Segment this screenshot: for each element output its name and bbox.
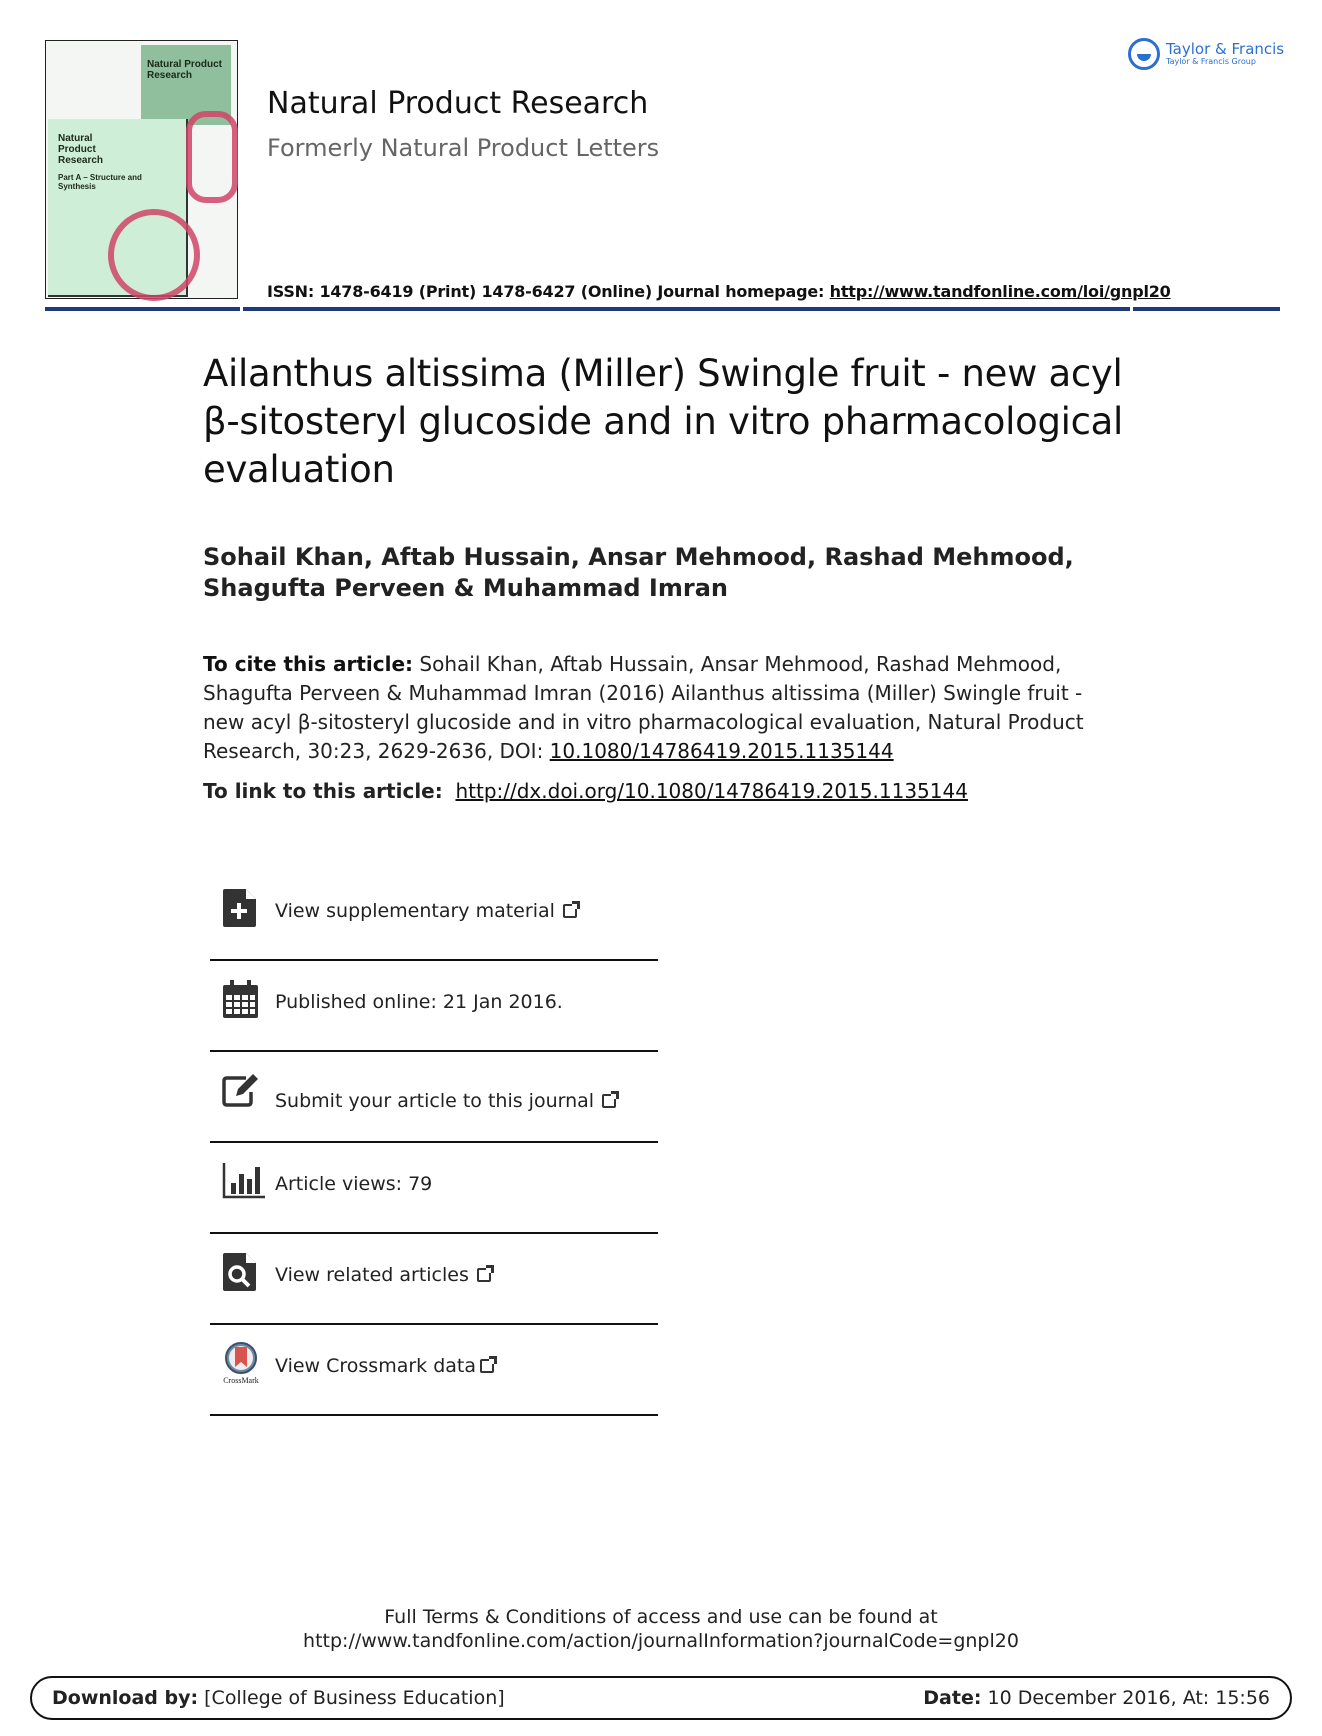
external-link-icon (480, 1359, 494, 1373)
publisher-logo (1128, 38, 1284, 70)
cover-part-a (48, 119, 188, 297)
journal-homepage-link[interactable]: http://www.tandfonline.com/loi/gnpl20 (829, 282, 1171, 301)
journal-subtitle: Formerly Natural Product Letters (267, 134, 660, 162)
action-view-supplementary[interactable] (210, 870, 658, 961)
publisher-group: Taylor & Francis Group (1166, 57, 1256, 66)
article-title: Ailanthus altissima (Miller) Swingle fruit - new acyl β-sitosteryl glucoside and in vitro pharmacological evaluation (203, 352, 1124, 491)
action-article-views (210, 1143, 658, 1234)
issn-text: ISSN: 1478-6419 (Print) 1478-6427 (Online) Journal homepage: (267, 282, 830, 301)
download-info-box (30, 1676, 1292, 1720)
external-link-icon (477, 1268, 491, 1282)
divider-gap (240, 307, 243, 311)
doi-link[interactable]: 10.1080/14786419.2015.1135144 (549, 739, 894, 763)
divider-gap (1130, 307, 1133, 311)
cover-part-a-title: Natural Product Research (58, 133, 104, 166)
external-link-icon (602, 1094, 616, 1108)
download-institution: [College of Business Education] (198, 1687, 505, 1709)
action-view-related[interactable] (210, 1234, 658, 1325)
cite-text: Sohail Khan, Aftab Hussain, Ansar Mehmood, Rashad Mehmood, Shagufta Perveen & Muhammad Imran (2016) Ailanthus altissima (Miller) Swingle fruit - new acyl β-sitosteryl glucoside and in vitro pharmacological evaluation, Natural Product Research, 30:23, 2629-2636, DOI: (203, 652, 1084, 763)
article-actions-list (210, 870, 658, 1416)
issn-line (267, 282, 1171, 301)
citation-block (203, 650, 1123, 766)
action-published-online (210, 961, 658, 1052)
date-label: Date: (923, 1687, 982, 1709)
cover-helix-graphic (108, 209, 200, 301)
article-link-line (203, 779, 968, 803)
terms-and-conditions (0, 1605, 1322, 1653)
action-label: Submit your article to this journal (275, 1090, 595, 1112)
cover-part-a-subtitle: Part A – Structure and Synthesis (58, 173, 142, 191)
cover-helix-graphic-b (186, 111, 238, 203)
link-label: To link to this article: (203, 779, 443, 803)
crossmark-caption: CrossMark (223, 1376, 259, 1385)
cite-label: To cite this article: (203, 652, 414, 676)
download-date (923, 1687, 1270, 1709)
journal-title: Natural Product Research (267, 86, 649, 121)
external-link-icon (563, 904, 577, 918)
cover-part-b-title: Natural Product Research (147, 59, 223, 81)
action-label: Published online: 21 Jan 2016. (275, 991, 563, 1013)
action-label: Article views: 79 (275, 1173, 433, 1195)
crossmark-icon (220, 1341, 262, 1385)
action-label: View supplementary material (275, 900, 555, 922)
journal-cover-image (45, 40, 238, 299)
article-authors: Sohail Khan, Aftab Hussain, Ansar Mehmood, Rashad Mehmood, Shagufta Perveen & Muhammad Imran (203, 543, 1074, 602)
action-label: View related articles (275, 1264, 469, 1286)
action-submit-article[interactable] (210, 1052, 658, 1143)
download-label: Download by: (52, 1687, 199, 1709)
article-doi-url-link[interactable]: http://dx.doi.org/10.1080/14786419.2015.1135144 (455, 779, 968, 803)
edit-icon (222, 1070, 260, 1110)
date-value: 10 December 2016, At: 15:56 (981, 1687, 1270, 1709)
taylor-francis-lamp-icon (1128, 38, 1160, 70)
related-search-icon (222, 1252, 260, 1292)
header-divider (45, 307, 1280, 311)
terms-url[interactable]: http://www.tandfonline.com/action/journalInformation?journalCode=gnpl20 (303, 1630, 1019, 1652)
terms-line-1: Full Terms & Conditions of access and use can be found at (384, 1606, 938, 1628)
publisher-name: Taylor & Francis (1166, 40, 1285, 58)
calendar-icon (222, 979, 260, 1019)
bar-chart-icon (222, 1161, 266, 1201)
download-by (52, 1687, 505, 1709)
action-label: View Crossmark data (275, 1355, 477, 1377)
supplementary-file-icon (222, 888, 260, 928)
action-view-crossmark[interactable] (210, 1325, 658, 1416)
